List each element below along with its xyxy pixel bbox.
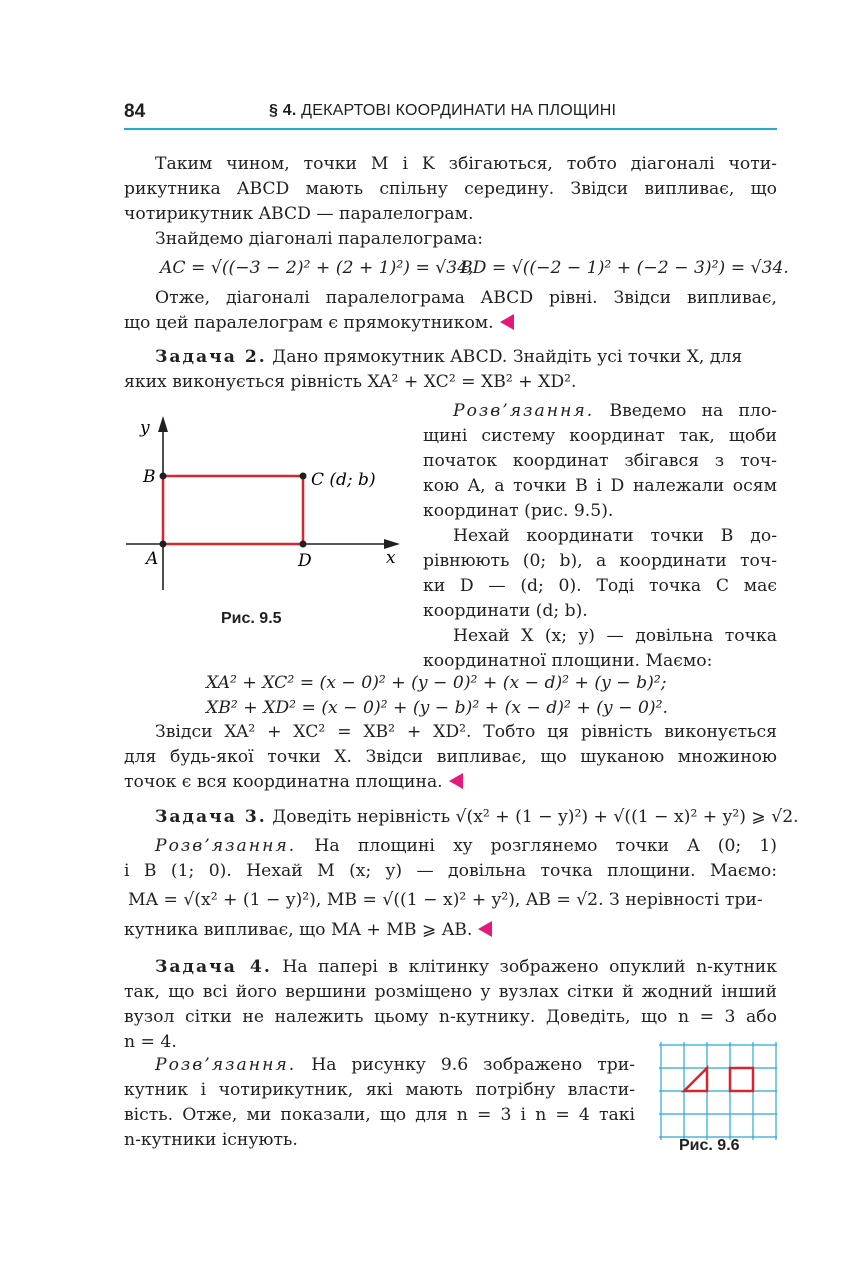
solution-label: Розв’язання. [453,401,595,421]
text-line: n = 4. [124,1032,177,1052]
solution-line: координатної площини. Маємо: [423,651,713,671]
task-text: Дано прямокутник ABCD. Знайдіть усі точки X, для [272,347,743,367]
text-line-content: точок є вся координатна площина. [124,772,443,792]
end-of-solution-icon [478,921,492,937]
task-label: Задача 3. [155,807,267,827]
solution-line: MA = √(x² + (1 − y)²), MB = √((1 − x)² + y²), AB = √2. З нерівності три- [128,890,763,910]
triangle [684,1068,707,1091]
formula-ac: AC = √((−3 − 2)² + (2 + 1)²) = √34, [160,258,474,278]
text-line: Знайдемо діагоналі паралелограма: [155,229,484,249]
solution-line: n-кутники існують. [124,1130,298,1150]
solution-line: щині систему координат так, щоби [423,426,777,446]
figure-9-6 [659,1042,779,1142]
point-a [160,541,167,548]
label-c: C (d; b) [311,470,376,490]
solution-line: кутник і чотирикутник, які мають потрібну власти- [124,1080,635,1100]
task-label: Задача 4. [155,957,272,977]
solution-label: Розв’язання. [155,836,297,856]
solution-line: Нехай координати точки B до- [453,526,777,546]
text-line: чотирикутник ABCD — паралелограм. [124,204,474,224]
text-line: Таким чином, точки M і K збігаються, тобто діагоналі чоти- [155,154,777,174]
task-2-statement [155,346,777,368]
task-text: Доведіть нерівність √(x² + (1 − y)²) + √((1 − x)² + y²) ⩾ √2. [272,807,799,827]
section-title-text: ДЕКАРТОВІ КООРДИНАТИ НА ПЛОЩИНІ [301,102,617,119]
solution-line: початок координат збігався з точ- [423,451,777,471]
solution-text: кутника випливає, що MA + MB ⩾ AB. [124,920,473,940]
square [730,1068,753,1091]
solution-line [453,400,777,422]
point-d [300,541,307,548]
solution-line: ки D — (d; 0). Тоді точка C має [423,576,777,596]
grid [659,1042,777,1140]
formula-bd: BD = √((−2 − 1)² + (−2 − 3)²) = √34. [460,258,789,278]
solution-line: і B (1; 0). Нехай M (x; y) — довільна точка площини. Маємо: [124,861,777,881]
label-b: B [143,467,156,487]
task-label: Задача 2. [155,347,267,367]
text-line: Отже, діагоналі паралелограма ABCD рівні. Звідси випливає, [155,288,777,308]
text-line-content: що цей паралелограм є прямокутником. [124,313,494,333]
equation-1: XA² + XC² = (x − 0)² + (y − 0)² + (x − d)² + (y − b)²; [206,673,667,693]
task-3-statement [155,806,799,828]
solution-line: рівнюють (0; b), а координати точ- [423,551,777,571]
text-line: так, що всі його вершини розміщено у вузлах сітки й жодний інший [124,982,777,1002]
label-a: A [146,549,159,569]
page-number: 84 [124,101,146,122]
figure-9-6-caption: Рис. 9.6 [679,1137,740,1154]
solution-text: На рисунку 9.6 зображено три- [311,1055,636,1075]
equation-2: XB² + XD² = (x − 0)² + (y − b)² + (x − d)² + (y − 0)². [206,698,668,718]
task-text: На папері в клітинку зображено опуклий n-кутник [282,957,777,977]
label-d: D [298,551,312,571]
task-4-statement [155,956,777,978]
text-line: рикутника ABCD мають спільну середину. Звідси випливає, що [124,179,777,199]
text-line [124,312,514,334]
solution-line: координат (рис. 9.5). [423,501,614,521]
text-line: вузол сітки не належить цьому n-кутнику. Доведіть, що n = 3 або [124,1007,777,1027]
text-line [124,771,463,793]
rectangle-abcd [163,476,303,544]
point-c [300,473,307,480]
solution-line [155,835,777,857]
solution-line: вість. Отже, ми показали, що для n = 3 і n = 4 такі [124,1105,635,1125]
solution-label: Розв’язання. [155,1055,297,1075]
text-line: для будь-якої точки X. Звідси випливає, що шуканою множиною [124,747,777,767]
point-b [160,473,167,480]
text-line: Звідси XA² + XC² = XB² + XD². Тобто ця рівність виконується [155,722,777,742]
end-of-solution-icon [449,773,463,789]
solution-line [124,919,492,941]
label-y: y [140,418,150,438]
section-title [269,102,616,120]
label-x: x [386,548,396,568]
header-rule [124,128,777,130]
solution-text: Введемо на пло- [609,401,777,421]
figure-9-5-caption: Рис. 9.5 [221,610,282,627]
figure-9-5 [118,410,408,600]
solution-text: На площині xy розглянемо точки A (0; 1) [314,836,778,856]
solution-line: координати (d; b). [423,601,588,621]
text-line: яких виконується рівність XA² + XC² = XB² + XD². [124,372,577,392]
section-mark: § 4. [269,102,297,119]
solution-line: Нехай X (x; y) — довільна точка [453,626,777,646]
solution-line [155,1054,635,1076]
end-of-solution-icon [500,314,514,330]
solution-line: кою A, а точки B і D належали осям [423,476,777,496]
